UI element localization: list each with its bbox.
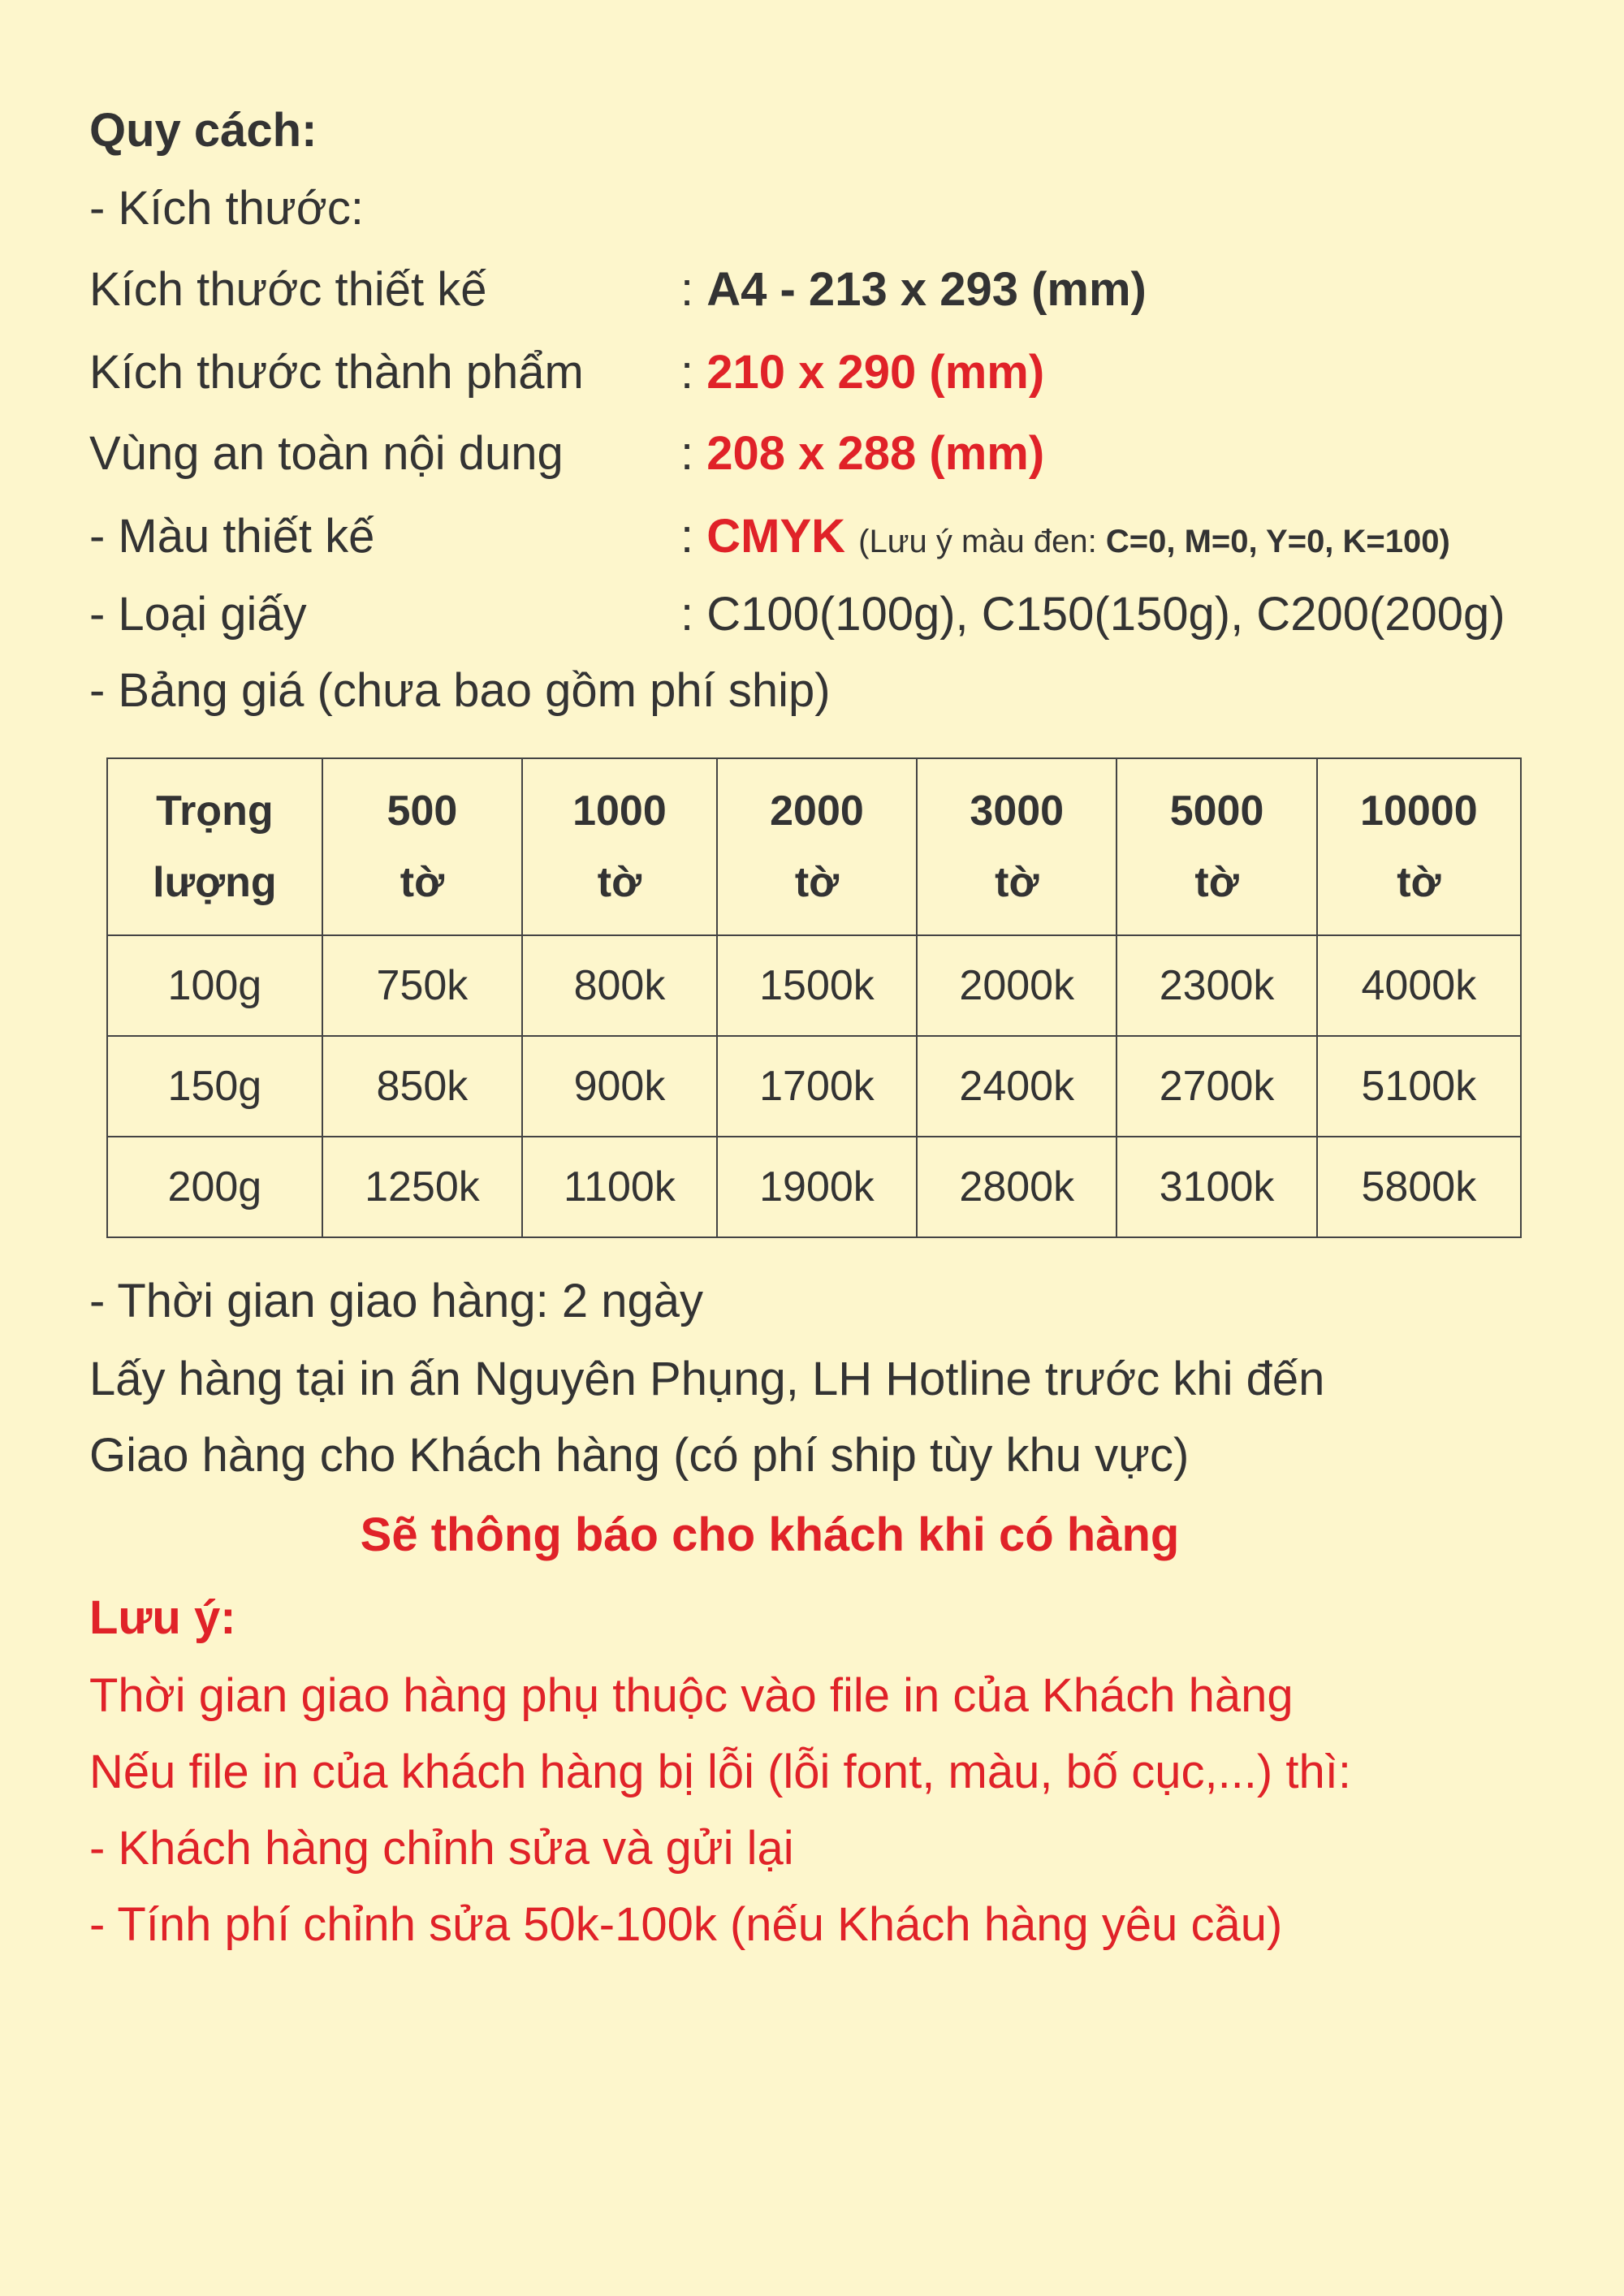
note-line-1: Thời gian giao hàng phụ thuộc vào file in của Khách hàng [89,1669,1294,1722]
finished-size-row [680,344,1044,401]
header-3000: 3000 tờ [917,758,1116,935]
delivery-pickup: Lấy hàng tại in ấn Nguyên Phụng, LH Hotline trước khi đến [89,1353,1325,1405]
table-row [107,1137,1521,1237]
table-cell: 1100k [522,1137,717,1237]
color-value: CMYK [706,510,846,563]
design-size-value: A4 - 213 x 293 (mm) [706,263,1147,316]
note-heading: Lưu ý: [89,1591,236,1644]
table-cell: 800k [522,935,717,1036]
color-label: - Màu thiết kế [89,510,375,563]
colon: : [680,263,694,316]
table-cell: 1900k [717,1137,917,1237]
paper-value: : C100(100g), C150(150g), C200(200g) [680,588,1505,641]
header-10000: 10000 tờ [1317,758,1521,935]
table-cell: 5800k [1317,1137,1521,1237]
note-line-4: - Tính phí chỉnh sửa 50k-100k (nếu Khách hàng yêu cầu) [89,1898,1283,1951]
colon: : [680,427,694,480]
price-table [106,757,1522,1238]
table-row [107,935,1521,1036]
delivery-notice: Sẽ thông báo cho khách khi có hàng [360,1508,1180,1561]
table-cell: 150g [107,1036,322,1137]
table-cell: 200g [107,1137,322,1237]
size-heading: - Kích thước: [89,182,364,235]
header-2000: 2000 tờ [717,758,917,935]
note-line-2: Nếu file in của khách hàng bị lỗi (lỗi font, màu, bố cục,...) thì: [89,1746,1351,1798]
table-cell: 2400k [917,1036,1116,1137]
price-table-header-row [107,758,1521,935]
table-cell: 1500k [717,935,917,1036]
header-1000: 1000 tờ [522,758,717,935]
spec-heading: Quy cách: [89,104,317,157]
table-cell: 2000k [917,935,1116,1036]
color-row [680,508,1450,570]
header-500: 500 tờ [322,758,522,935]
table-cell: 850k [322,1036,522,1137]
table-cell: 2700k [1116,1036,1316,1137]
price-heading: - Bảng giá (chưa bao gồm phí ship) [89,664,831,717]
table-cell: 5100k [1317,1036,1521,1137]
colon: : [680,510,694,563]
table-cell: 2300k [1116,935,1316,1036]
design-size-row [680,261,1147,318]
table-row [107,1036,1521,1137]
color-note-prefix: (Lưu ý màu đen: [858,524,1106,559]
safe-area-value: 208 x 288 (mm) [706,427,1045,480]
delivery-ship: Giao hàng cho Khách hàng (có phí ship tùy khu vực) [89,1429,1190,1482]
table-cell: 1250k [322,1137,522,1237]
safe-area-label: Vùng an toàn nội dung [89,427,564,480]
delivery-time: - Thời gian giao hàng: 2 ngày [89,1275,704,1327]
header-weight: Trọng lượng [107,758,322,935]
table-cell: 2800k [917,1137,1116,1237]
table-cell: 900k [522,1036,717,1137]
table-cell: 100g [107,935,322,1036]
header-5000: 5000 tờ [1116,758,1316,935]
colon: : [680,346,694,399]
finished-size-label: Kích thước thành phẩm [89,346,584,399]
table-cell: 4000k [1317,935,1521,1036]
table-cell: 1700k [717,1036,917,1137]
table-cell: 750k [322,935,522,1036]
note-line-3: - Khách hàng chỉnh sửa và gửi lại [89,1822,794,1875]
table-cell: 3100k [1116,1137,1316,1237]
paper-label: - Loại giấy [89,588,307,641]
safe-area-row [680,425,1044,482]
color-note-values: C=0, M=0, Y=0, K=100) [1105,524,1450,559]
finished-size-value: 210 x 290 (mm) [706,346,1045,399]
design-size-label: Kích thước thiết kế [89,263,487,316]
